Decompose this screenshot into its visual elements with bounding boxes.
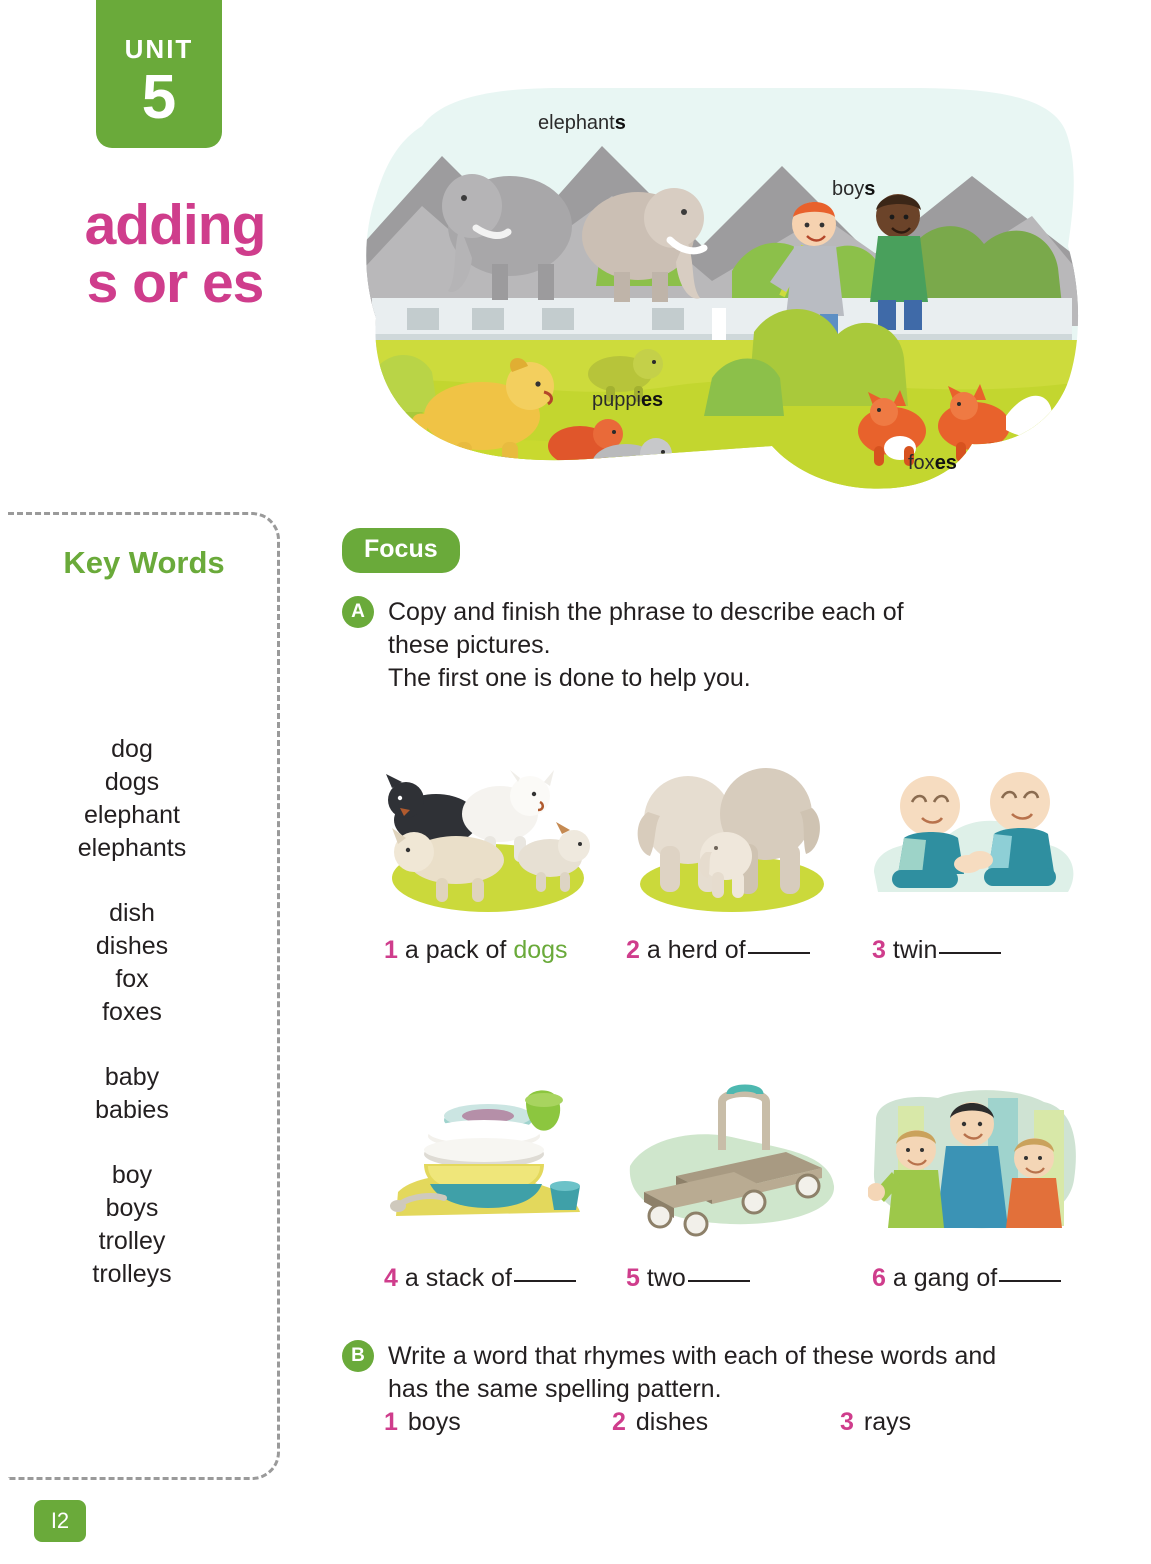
hero-label-puppies: puppies [592, 389, 664, 411]
key-word: babies [95, 1096, 169, 1124]
trolleys-photo [626, 1080, 840, 1250]
key-words-list [8, 733, 256, 1291]
task-b-letter: B [342, 1340, 374, 1372]
item-number: 1 [384, 1408, 398, 1436]
task-a-line-1: Copy and finish the phrase to describe each of [388, 598, 904, 626]
task-b-word-3 [840, 1408, 1068, 1437]
task-a-caption-6 [872, 1264, 1082, 1293]
key-words-panel [8, 512, 280, 1480]
item-phrase: a stack of [404, 1264, 512, 1292]
task-a-line-3: The first one is done to help you. [388, 664, 751, 692]
item-number: 1 [384, 936, 398, 964]
task-b [342, 1340, 1082, 1406]
task-a-caption-5 [626, 1264, 840, 1293]
key-words-group [8, 897, 256, 1029]
task-b-line-2: has the same spelling pattern. [388, 1375, 722, 1403]
item-phrase: a herd of [646, 936, 746, 964]
key-word: foxes [102, 998, 162, 1026]
item-number: 2 [612, 1408, 626, 1436]
answer-blank[interactable] [999, 1280, 1061, 1282]
key-word: trolley [98, 1227, 166, 1255]
dishes-photo [384, 1080, 598, 1250]
unit-label: UNIT [124, 34, 194, 64]
task-a-item-6 [868, 1080, 1082, 1293]
item-number: 3 [872, 936, 886, 964]
task-b-line-1: Write a word that rhymes with each of these words and [388, 1342, 997, 1370]
focus-badge: Focus [342, 528, 460, 573]
key-word: boy [111, 1161, 153, 1189]
hero-label-foxes: foxes [908, 452, 957, 474]
task-a [342, 596, 1042, 695]
item-number: 3 [840, 1408, 854, 1436]
page-number: I2 [34, 1500, 86, 1542]
task-a-item-1 [384, 752, 598, 965]
key-word: baby [104, 1063, 160, 1091]
task-a-caption-1 [384, 936, 598, 965]
page-title-line1: adding [84, 193, 266, 257]
answer-blank[interactable] [939, 952, 1001, 954]
item-number: 2 [626, 936, 640, 964]
task-a-instructions [388, 596, 904, 695]
item-number: 6 [872, 1264, 886, 1292]
task-a-row-2 [384, 1080, 1084, 1293]
task-a-item-4 [384, 1080, 598, 1293]
task-a-item-2 [626, 752, 840, 965]
item-answer: dogs [513, 936, 568, 964]
word-text: dishes [635, 1408, 709, 1436]
item-phrase: a gang of [892, 1264, 998, 1292]
key-word: dish [109, 899, 155, 927]
word-text: rays [863, 1408, 912, 1436]
key-words-group [8, 1061, 256, 1127]
page-title [40, 193, 310, 315]
task-a-caption-2 [626, 936, 840, 965]
item-phrase: two [646, 1264, 686, 1292]
item-number: 5 [626, 1264, 640, 1292]
task-a-caption-3 [872, 936, 1082, 965]
hero-label-elephants: elephants [538, 112, 626, 134]
task-b-instructions [388, 1340, 996, 1406]
key-words-group [8, 1159, 256, 1291]
key-word: trolleys [92, 1260, 172, 1288]
key-words-heading: Key Words [63, 545, 225, 580]
task-a-row-1 [384, 752, 1084, 965]
answer-blank[interactable] [748, 952, 810, 954]
task-a-item-5 [626, 1080, 840, 1293]
answer-blank[interactable] [514, 1280, 576, 1282]
key-word: elephant [84, 801, 180, 829]
task-a-line-2: these pictures. [388, 631, 551, 659]
hero-illustration [352, 86, 1082, 496]
hero-label-boys: boys [832, 178, 876, 200]
dogs-photo [384, 752, 598, 922]
answer-blank[interactable] [688, 1280, 750, 1282]
item-phrase: a pack of [404, 936, 507, 964]
unit-tab [96, 0, 222, 148]
elephants-photo [626, 752, 840, 922]
task-a-item-3 [868, 752, 1082, 965]
key-word: dishes [95, 932, 169, 960]
task-b-word-1 [384, 1408, 612, 1437]
twin-babies-photo [868, 752, 1082, 922]
item-number: 4 [384, 1264, 398, 1292]
word-text: boys [407, 1408, 461, 1436]
item-phrase: twin [892, 936, 938, 964]
key-words-group [8, 733, 256, 865]
task-a-letter: A [342, 596, 374, 628]
key-word: boys [105, 1194, 159, 1222]
key-word: dog [111, 735, 153, 763]
task-b-word-2 [612, 1408, 840, 1437]
page-title-line2: s or es [86, 251, 264, 315]
hero-scene-graphic [352, 86, 1082, 496]
unit-number: 5 [141, 63, 177, 132]
task-b-word-list [384, 1408, 1084, 1437]
key-word: dogs [104, 768, 160, 796]
boys-photo [868, 1080, 1082, 1250]
task-a-caption-4 [384, 1264, 598, 1293]
key-word: elephants [77, 834, 187, 862]
key-word: fox [115, 965, 149, 993]
